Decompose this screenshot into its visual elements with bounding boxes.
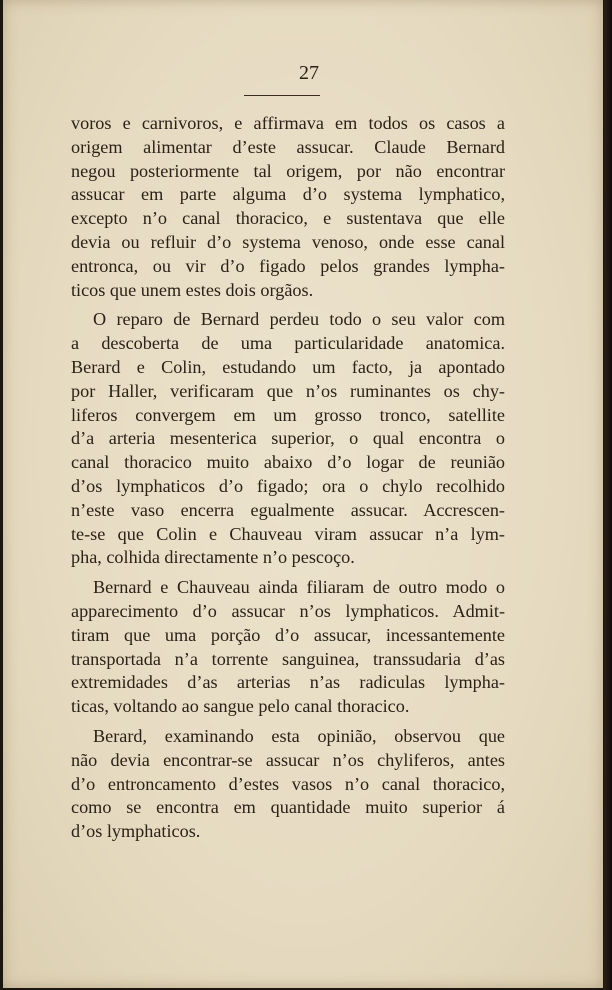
text-line: Berard e Colin, estudando um facto, ja apontado (71, 356, 505, 377)
text-line: Berard, examinando esta opinião, observou que (93, 725, 505, 746)
text-line: a descoberta de uma particularidade anatomica. (71, 333, 505, 354)
paragraph (71, 308, 505, 570)
text-line: ticos que unem estes dois orgãos. (71, 279, 314, 300)
text-line: d’a arteria mesenterica superior, o qual encontra o (71, 428, 505, 449)
text-line: Bernard e Chauveau ainda filiaram de outro modo o (93, 577, 505, 598)
text-line: d’os lymphaticos d’o figado; ora o chylo recolhido (71, 475, 505, 496)
text-line: por Haller, verificaram que n’os ruminantes os chy- (71, 380, 505, 401)
text-line: como se encontra em quantidade muito superior á (71, 797, 505, 818)
text-line: ticas, voltando ao sangue pelo canal thoracico. (71, 696, 410, 717)
text-line: te-se que Colin e Chauveau viram assucar n’a lym- (71, 523, 505, 544)
text-line: d’o entroncamento d’estes vasos n’o canal thoracico, (71, 773, 505, 794)
book-page (3, 0, 603, 988)
paragraph (71, 576, 505, 719)
text-line: tiram que uma porção d’o assucar, incessantemente (71, 624, 505, 645)
page-number: 27 (299, 62, 319, 84)
text-line: não devia encontrar-se assucar n’os chyliferos, antes (71, 749, 505, 770)
text-line: transportada n’a torrente sanguinea, transsudaria d’as (71, 648, 505, 669)
text-line: devia ou refluir d’o systema venoso, onde esse canal (71, 231, 505, 252)
text-line: O reparo de Bernard perdeu todo o seu valor com (93, 309, 505, 330)
text-line: pha, colhida directamente n’o pescoço. (71, 547, 355, 568)
paragraph (71, 725, 505, 844)
text-line: origem alimentar d’este assucar. Claude Bernard (71, 136, 505, 157)
text-line: assucar em parte alguma d’o systema lymphatico, (71, 184, 505, 205)
body-text (71, 112, 505, 844)
paragraph (71, 112, 505, 302)
text-line: extremidades d’as arterias n’as radiculas lympha- (71, 672, 505, 693)
text-line: liferos convergem em um grosso tronco, satellite (71, 404, 505, 425)
text-line: voros e carnivoros, e affirmava em todos os casos a (71, 113, 505, 133)
header-rule (244, 95, 320, 96)
text-line: apparecimento d’o assucar n’os lymphaticos. Admit- (71, 600, 505, 621)
page-edge (604, 0, 612, 990)
text-line: d’os lymphaticos. (71, 821, 201, 842)
text-line: negou posteriormente tal origem, por não encontrar (71, 160, 505, 181)
text-line: excepto n’o canal thoracico, e sustentava que elle (71, 208, 505, 229)
text-line: entronca, ou vir d’o figado pelos grandes lympha- (71, 255, 505, 276)
text-line: canal thoracico muito abaixo d’o logar de reunião (71, 452, 505, 473)
text-line: n’este vaso encerra egualmente assucar. Accrescen- (71, 499, 505, 520)
